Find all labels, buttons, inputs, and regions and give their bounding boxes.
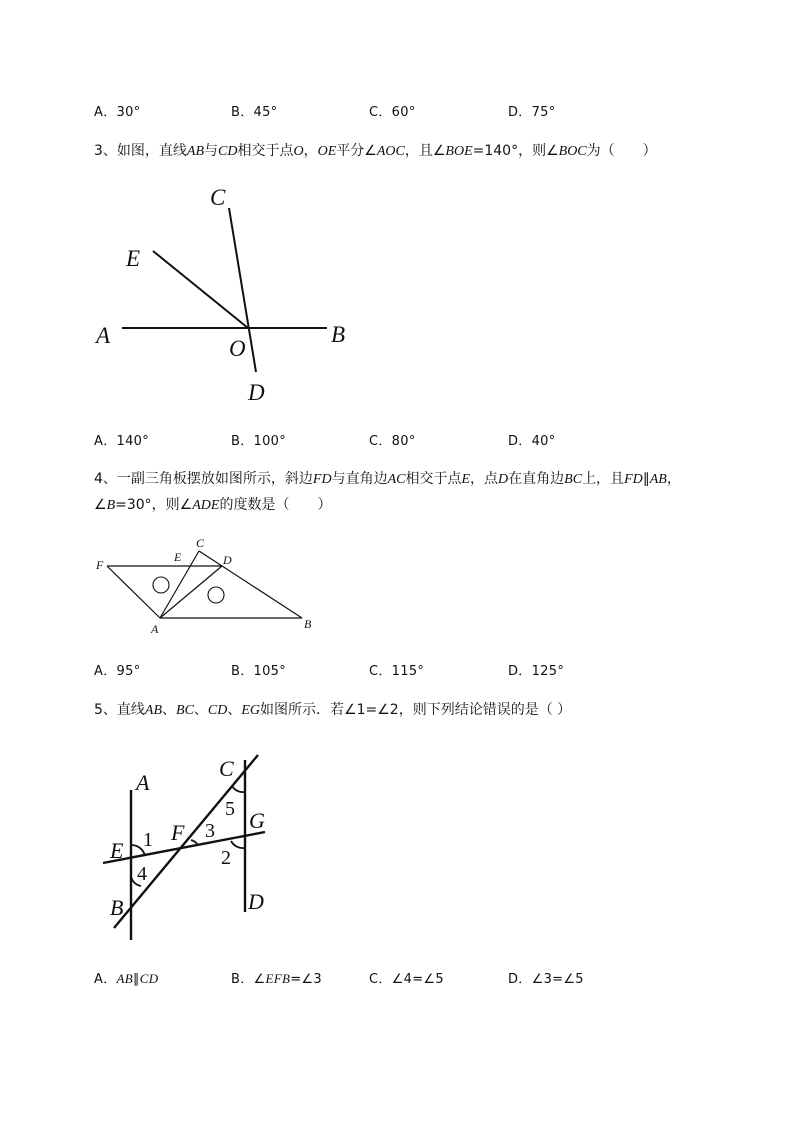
q3-option-c[interactable]: C．80° <box>369 434 416 449</box>
q5-label-d: D <box>248 889 264 914</box>
q2-option-d[interactable]: D．75° <box>508 105 556 120</box>
q5-label-f: F <box>171 820 185 845</box>
q5-angle-4-label: 4 <box>137 863 147 885</box>
q5-angle-1-label: 1 <box>143 829 153 851</box>
q4-label-e: E <box>174 550 182 564</box>
q3-label-b: B <box>331 322 346 347</box>
q5-angle-3-arc <box>191 840 198 845</box>
q4-option-c[interactable]: C．115° <box>369 664 425 679</box>
q3-stem: 3、如图，直线AB与CD相交于点O，OE平分∠AOC，且∠BOE=140°，则∠BOC为（ ） <box>94 143 657 159</box>
q5-option-b[interactable]: B．∠EFB=∠3 <box>231 971 322 987</box>
q5-label-c: C <box>219 756 234 781</box>
q2-option-a[interactable]: A．30° <box>94 105 141 120</box>
q4-label-f: F <box>96 558 104 572</box>
q3-label-e: E <box>126 246 141 271</box>
q4-option-a[interactable]: A．95° <box>94 664 141 679</box>
q3-option-b[interactable]: B．100° <box>231 434 287 449</box>
q4-label-a: A <box>151 622 159 636</box>
q5-angle-2-label: 2 <box>221 847 231 869</box>
q3-label-c: C <box>210 185 226 210</box>
q3-option-a[interactable]: A．140° <box>94 434 150 449</box>
q4-option-d[interactable]: D．125° <box>508 664 565 679</box>
q3-option-d[interactable]: D．40° <box>508 434 556 449</box>
q5-option-c[interactable]: C．∠4=∠5 <box>369 972 444 987</box>
q4-label-b: B <box>304 617 312 631</box>
q5-angle-5-label: 5 <box>225 798 235 820</box>
q4-label-c: C <box>196 536 205 550</box>
q3-label-o: O <box>229 336 246 361</box>
q4-stem-line1: 4、一副三角板摆放如图所示，斜边FD与直角边AC相交于点E，点D在直角边BC上，且FD∥AB， <box>94 471 681 487</box>
q3-label-a: A <box>96 323 111 348</box>
q5-stem: 5、直线AB、BC、CD、EG如图所示．若∠1=∠2，则下列结论错误的是（ ） <box>94 702 572 718</box>
q3-label-d: D <box>248 380 265 405</box>
q4-label-d: D <box>223 553 232 567</box>
q5-label-a: A <box>136 770 150 795</box>
q2-option-b[interactable]: B．45° <box>231 105 278 120</box>
q5-label-g: G <box>249 808 265 833</box>
q5-label-b: B <box>110 895 124 920</box>
q4-option-b[interactable]: B．105° <box>231 664 287 679</box>
q5-angle-5-arc <box>232 786 245 792</box>
q5-angle-3-label: 3 <box>205 820 215 842</box>
q5-label-e: E <box>110 838 124 863</box>
q5-option-d[interactable]: D．∠3=∠5 <box>508 972 584 987</box>
q5-option-a[interactable]: A．AB∥CD <box>94 971 159 987</box>
q4-stem-line2: ∠B=30°，则∠ADE的度数是（ ） <box>94 497 332 513</box>
q2-option-c[interactable]: C．60° <box>369 105 416 120</box>
q5-angle-2-arc <box>231 841 245 848</box>
